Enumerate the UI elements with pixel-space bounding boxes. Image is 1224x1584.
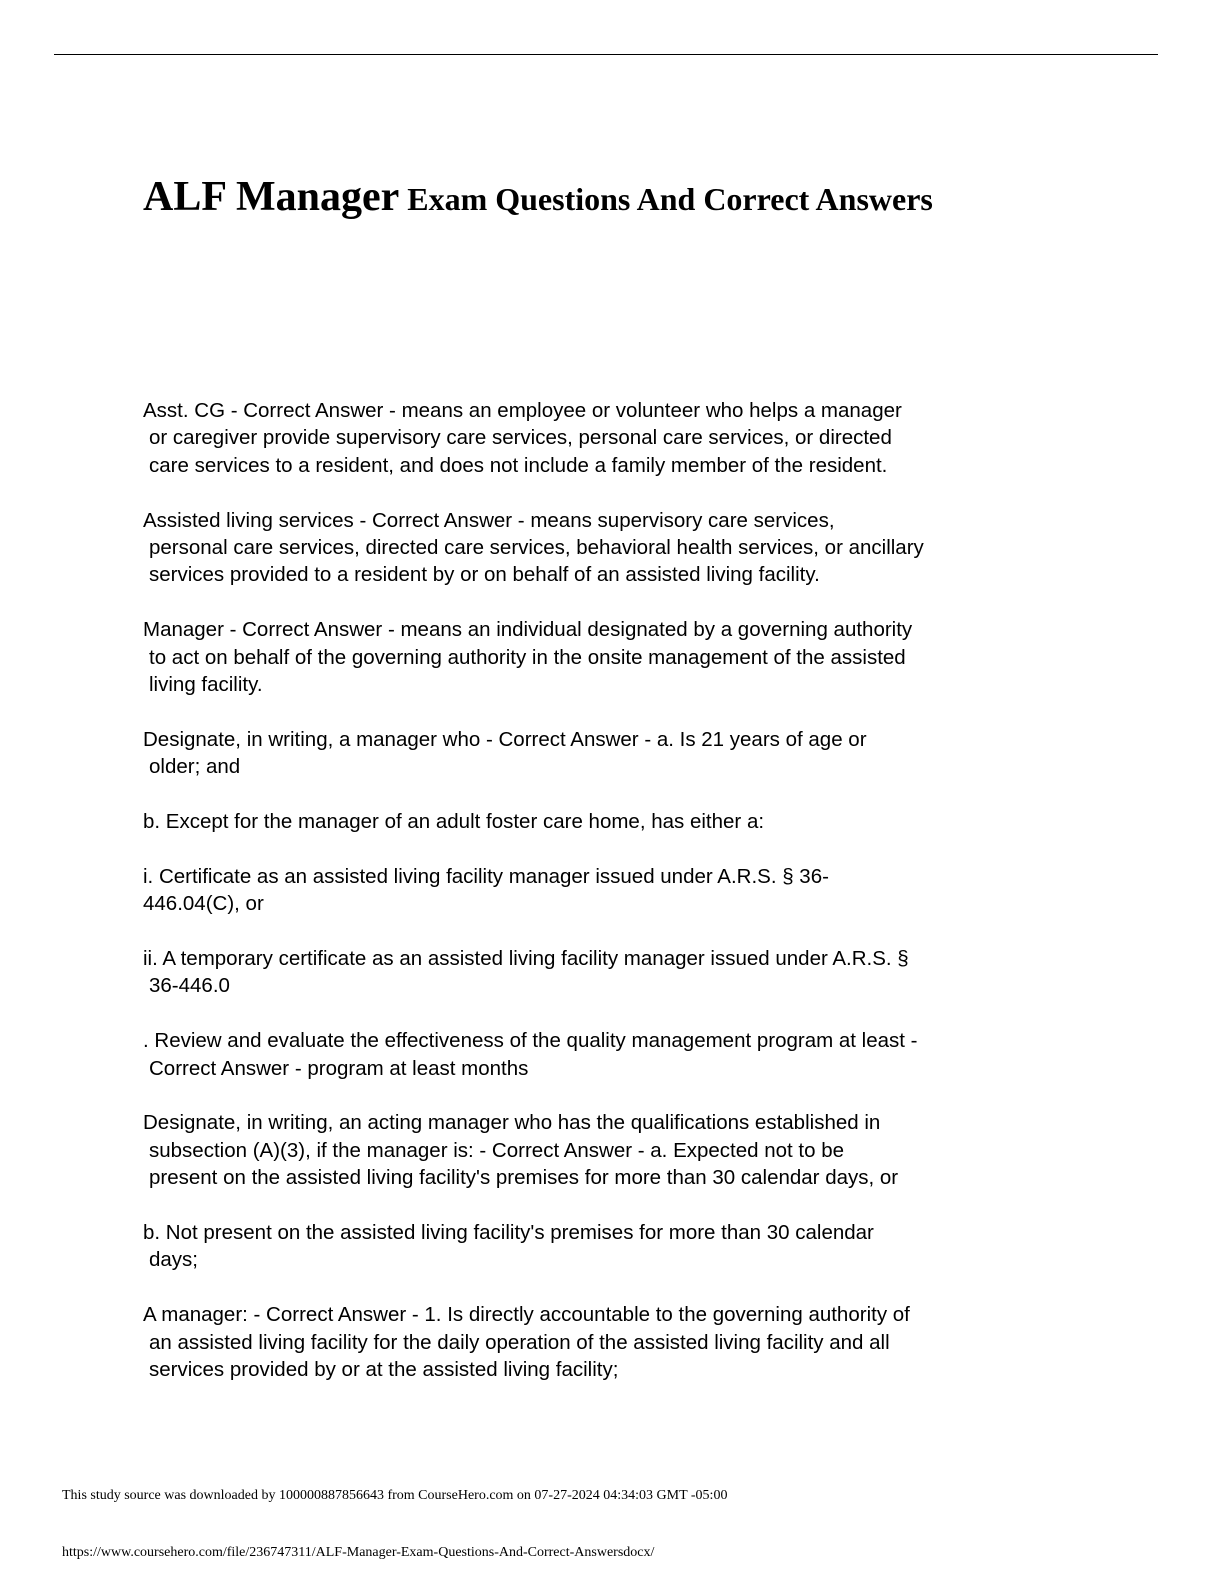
text-line: 446.04(C), or (143, 892, 264, 916)
text-line: services provided by or at the assisted living facility; (149, 1358, 619, 1382)
text-line: present on the assisted living facility's premises for more than 30 calendar days, or (149, 1166, 899, 1190)
text-line: Asst. CG - Correct Answer - means an employee or volunteer who helps a manager (143, 399, 902, 422)
text-line: Designate, in writing, an acting manager who has the qualifications established in (143, 1111, 881, 1135)
text-line: or caregiver provide supervisory care services, personal care services, or directed (149, 426, 892, 450)
text-line: older; and (149, 755, 241, 779)
text-line: ii. A temporary certificate as an assisted living facility manager issued under A.R.S. § (143, 947, 909, 971)
qa-paragraph (143, 397, 1083, 479)
text-line: b. Not present on the assisted living facility's premises for more than 30 calendar (143, 1221, 874, 1245)
qa-paragraph (143, 1219, 1083, 1274)
text-line: an assisted living facility for the daily operation of the assisted living facility and all (149, 1330, 890, 1354)
text-line: b. Except for the manager of an adult foster care home, has either a: (143, 810, 765, 834)
top-rule (54, 54, 1158, 55)
qa-paragraph (143, 616, 1083, 698)
qa-paragraph (143, 945, 1083, 1000)
source-url: https://www.coursehero.com/file/236747311/ALF-Manager-Exam-Questions-And-Correct-Answersdocx/ (62, 1545, 655, 1560)
qa-paragraph (143, 1109, 1083, 1191)
qa-paragraph (143, 726, 1083, 781)
text-line: 36-446.0 (149, 974, 230, 998)
document-title (143, 176, 933, 218)
text-line: i. Certificate as an assisted living facility manager issued under A.R.S. § 36- (143, 864, 829, 888)
text-line: Assisted living services - Correct Answer - means supervisory care services, (143, 508, 835, 532)
text-line: days; (149, 1248, 198, 1272)
download-source-note: This study source was downloaded by 100000887856643 from CourseHero.com on 07-27-2024 04:34:03 GMT -05:00 (62, 1488, 728, 1503)
title-rest: Exam Questions And Correct Answers (407, 181, 933, 217)
text-line: services provided to a resident by or on behalf of an assisted living facility. (149, 563, 820, 587)
qa-paragraph (143, 1301, 1083, 1383)
qa-paragraph (143, 863, 1083, 918)
text-line: . Review and evaluate the effectiveness of the quality management program at least - (143, 1029, 918, 1053)
title-main: ALF Manager (143, 174, 400, 220)
qa-content (143, 397, 1083, 1411)
text-line: Designate, in writing, a manager who - Correct Answer - a. Is 21 years of age or (143, 727, 867, 751)
qa-paragraph (143, 507, 1083, 589)
qa-paragraph (143, 1027, 1083, 1082)
text-line: to act on behalf of the governing authority in the onsite management of the assisted (149, 645, 906, 669)
text-line: care services to a resident, and does not include a family member of the resident. (149, 453, 888, 477)
text-line: living facility. (149, 673, 263, 697)
text-line: Correct Answer - program at least months (149, 1056, 529, 1080)
text-line: A manager: - Correct Answer - 1. Is directly accountable to the governing authority of (143, 1303, 910, 1327)
text-line: Manager - Correct Answer - means an individual designated by a governing authority (143, 618, 913, 642)
qa-paragraph (143, 808, 1083, 835)
text-line: subsection (A)(3), if the manager is: - Correct Answer - a. Expected not to be (149, 1138, 845, 1162)
text-line: personal care services, directed care services, behavioral health services, or ancillary (149, 536, 924, 560)
